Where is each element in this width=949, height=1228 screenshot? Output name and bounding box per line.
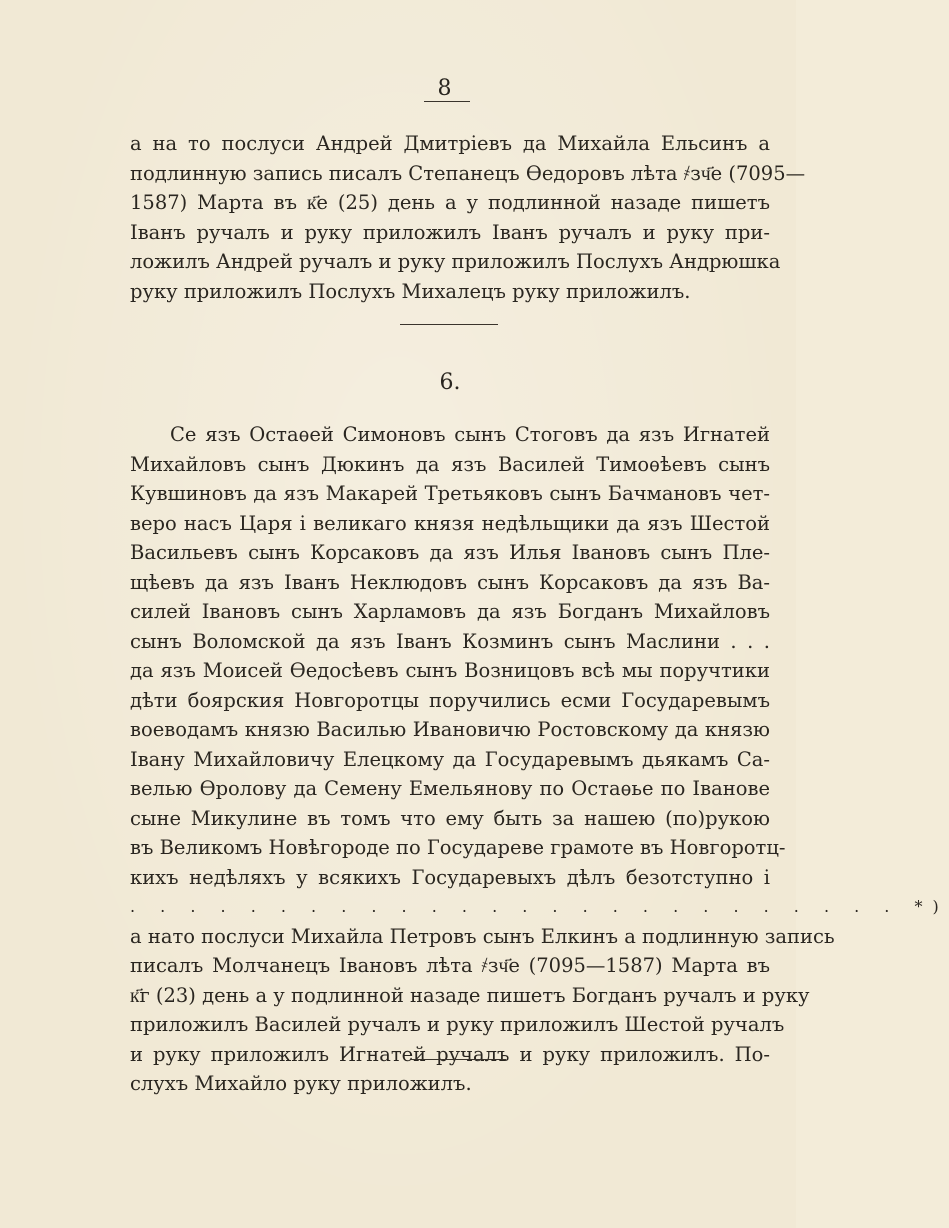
section-text-block [130, 420, 949, 1099]
text-line: подлинную запись писалъ Степанецъ Ѳедоровъ лѣта ҂зч҃е (7095— [130, 161, 806, 185]
text-line: Васильевъ сынъ Корсаковъ да язъ Илья Івановъ сынъ Пле- [130, 541, 770, 564]
text-line: к҃г (23) день а у подлинной назаде пишетъ Богданъ ручалъ и руку [130, 983, 810, 1007]
text-line: руку приложилъ Послухъ Михалецъ руку приложилъ. [130, 279, 691, 303]
top-text-block [130, 129, 806, 306]
text-line: въ Великомъ Новѣгороде по Государеве грамоте въ Новгоротц- [130, 836, 786, 859]
text-line: ложилъ Андрей ручалъ и руку приложилъ Послухъ Андрюшка [130, 250, 781, 273]
text-line: слухъ Михайло руку приложилъ. [130, 1072, 472, 1095]
text-line: веро насъ Царя і великаго князя недѣльщики да язъ Шестой [130, 511, 770, 535]
section-number: 6. [439, 370, 461, 395]
text-line: Се язъ Остаѳей Симоновъ сынъ Стоговъ да язъ Игнатей [170, 423, 770, 446]
text-line: 1587) Марта въ к҃е (25) день а у подлинной назаде пишетъ [130, 191, 770, 214]
text-line: сыне Микулине въ томъ что ему быть за нашею (по)рукою [130, 806, 770, 830]
text-line: Івану Михайловичу Елецкому да Государевымъ дьякамъ Са- [130, 747, 770, 771]
text-line: Іванъ ручалъ и руку приложилъ Іванъ ручалъ и руку при- [130, 220, 770, 244]
text-line: Кувшиновъ да язъ Макарей Третьяковъ сынъ Бачмановъ чет- [130, 482, 770, 505]
text-line: Михайловъ сынъ Дюкинъ да язъ Василей Тимоѳѣевъ сынъ [130, 452, 770, 476]
text-line: дѣти боярския Новгоротцы поручились есми Государевымъ [130, 688, 770, 712]
section-divider [410, 1059, 506, 1060]
text-line: воеводамъ князю Василью Ивановичю Ростовскому да князю [130, 718, 770, 741]
text-line: и руку приложилъ Игнатей ручалъ и руку приложилъ. По- [130, 1042, 770, 1066]
text-line: велью Ѳролову да Семену Емельянову по Остаѳье по Іванове [130, 777, 770, 800]
text-line: приложилъ Василей ручалъ и руку приложилъ Шестой ручалъ [130, 1013, 785, 1036]
text-line: а нато послуси Михайла Петровъ сынъ Елкинъ а подлинную запись [130, 924, 835, 948]
omission-dots: . . . . . . . . . . . . . . . . . . . . . . . . . . *) [130, 897, 949, 916]
section-divider [400, 324, 498, 325]
text-line: силей Івановъ сынъ Харламовъ да язъ Богданъ Михайловъ [130, 600, 770, 623]
text-line: писалъ Молчанецъ Івановъ лѣта ҂зч҃е (7095—1587) Марта въ [130, 954, 770, 977]
text-line: а на то послуси Андрей Дмитріевъ да Михайла Ельсинъ а [130, 132, 770, 155]
text-line: да язъ Моисей Ѳедосѣевъ сынъ Возницовъ всѣ мы поручтики [130, 659, 770, 682]
text-line: сынъ Воломской да язъ Іванъ Козминъ сынъ Маслини . . . [130, 629, 770, 653]
text-line: щѣевъ да язъ Іванъ Неклюдовъ сынъ Корсаковъ да язъ Ва- [130, 570, 770, 594]
text-line: кихъ недѣляхъ у всякихъ Государевыхъ дѣлъ безотступно і [130, 865, 770, 889]
page-number: 8 [437, 76, 453, 101]
page-number-underline [424, 101, 470, 102]
